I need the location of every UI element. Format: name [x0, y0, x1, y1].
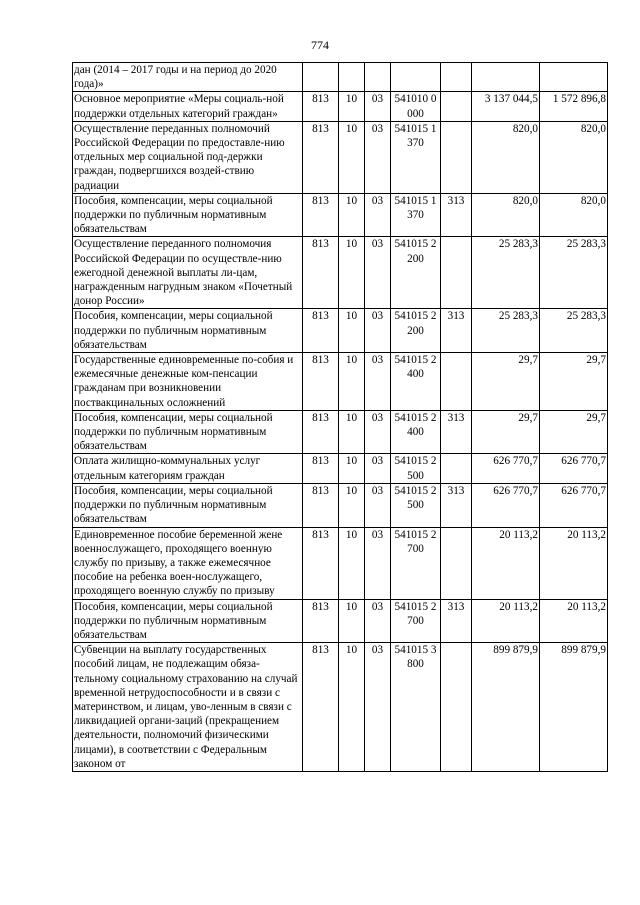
row-csr-cell: 541015 1370 [391, 193, 441, 237]
row-name-cell: Единовременное пособие беременной жене военнослужащего, проходящего военную службу по призыву, а также ежемесячное пособие на ребенка воен-нослужащего, проходящего военную службу по призыву [73, 527, 303, 599]
row-rz-cell: 10 [339, 410, 365, 454]
row-rz-cell: 10 [339, 121, 365, 193]
row-vr-cell [441, 353, 472, 411]
row-pr-cell: 03 [365, 237, 391, 309]
table-row [73, 599, 608, 643]
row-name-cell: Основное мероприятие «Меры социаль-ной поддержки отдельных категорий граждан» [73, 92, 303, 121]
row-vr-cell: 313 [441, 483, 472, 527]
row-pr-cell: 03 [365, 599, 391, 643]
row-pr-cell: 03 [365, 353, 391, 411]
row-gr-cell: 813 [303, 193, 339, 237]
row-gr-cell: 813 [303, 483, 339, 527]
row-vr-cell: 313 [441, 410, 472, 454]
row-sum1-cell: 899 879,9 [472, 643, 540, 772]
row-sum2-cell: 820,0 [540, 193, 608, 237]
row-csr-cell: 541015 2400 [391, 410, 441, 454]
row-gr-cell: 813 [303, 410, 339, 454]
row-csr-cell: 541015 2400 [391, 353, 441, 411]
row-name-cell: Осуществление переданного полномочия Российской Федерации по осуществле-нию ежегодной денежной выплаты ли-цам, награжденным нагрудным знаком «Почетный донор России» [73, 237, 303, 309]
row-sum1-cell: 3 137 044,5 [472, 92, 540, 121]
table-row [73, 353, 608, 411]
row-sum1-cell: 29,7 [472, 353, 540, 411]
row-sum2-cell: 1 572 896,8 [540, 92, 608, 121]
row-pr-cell: 03 [365, 193, 391, 237]
row-sum1-cell: 29,7 [472, 410, 540, 454]
row-sum2-cell: 25 283,3 [540, 309, 608, 353]
row-sum1-cell: 626 770,7 [472, 483, 540, 527]
row-pr-cell: 03 [365, 121, 391, 193]
table-row [73, 410, 608, 454]
row-sum2-cell: 820,0 [540, 121, 608, 193]
row-gr-cell: 813 [303, 353, 339, 411]
row-csr-cell: 541015 2200 [391, 237, 441, 309]
row-gr-cell: 813 [303, 121, 339, 193]
row-pr-cell [365, 63, 391, 92]
row-gr-cell: 813 [303, 237, 339, 309]
row-csr-cell: 541015 3800 [391, 643, 441, 772]
row-csr-cell: 541015 2200 [391, 309, 441, 353]
row-pr-cell: 03 [365, 410, 391, 454]
row-sum1-cell: 25 283,3 [472, 309, 540, 353]
row-gr-cell: 813 [303, 309, 339, 353]
row-vr-cell [441, 643, 472, 772]
row-gr-cell: 813 [303, 527, 339, 599]
row-pr-cell: 03 [365, 309, 391, 353]
row-gr-cell [303, 63, 339, 92]
row-name-cell: Оплата жилищно-коммунальных услуг отдельным категориям граждан [73, 454, 303, 483]
row-rz-cell: 10 [339, 353, 365, 411]
row-vr-cell [441, 527, 472, 599]
row-sum1-cell [472, 63, 540, 92]
row-name-cell: Пособия, компенсации, меры социальной поддержки по публичным нормативным обязательствам [73, 193, 303, 237]
row-sum2-cell: 626 770,7 [540, 483, 608, 527]
row-sum2-cell: 626 770,7 [540, 454, 608, 483]
row-name-cell: дан (2014 – 2017 годы и на период до 2020 года)» [73, 63, 303, 92]
page-number: 774 [311, 38, 329, 52]
row-sum1-cell: 820,0 [472, 193, 540, 237]
row-vr-cell [441, 92, 472, 121]
row-name-cell: Пособия, компенсации, меры социальной поддержки по публичным нормативным обязательствам [73, 599, 303, 643]
row-gr-cell: 813 [303, 92, 339, 121]
table-row [73, 237, 608, 309]
table-row [73, 63, 608, 92]
row-sum2-cell: 29,7 [540, 353, 608, 411]
row-sum2-cell: 20 113,2 [540, 527, 608, 599]
row-rz-cell: 10 [339, 643, 365, 772]
table-row [73, 92, 608, 121]
row-rz-cell: 10 [339, 309, 365, 353]
row-vr-cell [441, 237, 472, 309]
row-name-cell: Субвенции на выплату государственных пособий лицам, не подлежащим обяза-тельному социальному страхованию на случай временной нетрудоспособности и в связи с материнством, и лицам, уво-ленным в связи с ликвидацией органи-заций (прекращением деятельности, полномочий физическими лицами), в соответствии с Федеральным законом от [73, 643, 303, 772]
row-name-cell: Государственные единовременные по-собия и ежемесячные денежные ком-пенсации гражданам при возникновении поствакцинальных осложнений [73, 353, 303, 411]
row-csr-cell: 541015 2700 [391, 599, 441, 643]
row-gr-cell: 813 [303, 454, 339, 483]
row-csr-cell: 541015 1370 [391, 121, 441, 193]
row-vr-cell: 313 [441, 193, 472, 237]
row-rz-cell: 10 [339, 599, 365, 643]
row-pr-cell: 03 [365, 483, 391, 527]
table-row [73, 121, 608, 193]
row-rz-cell [339, 63, 365, 92]
row-name-cell: Пособия, компенсации, меры социальной поддержки по публичным нормативным обязательствам [73, 309, 303, 353]
budget-table [72, 62, 608, 772]
row-sum1-cell: 20 113,2 [472, 599, 540, 643]
row-gr-cell: 813 [303, 643, 339, 772]
row-vr-cell [441, 121, 472, 193]
row-sum1-cell: 820,0 [472, 121, 540, 193]
row-sum2-cell: 899 879,9 [540, 643, 608, 772]
row-rz-cell: 10 [339, 193, 365, 237]
row-name-cell: Осуществление переданных полномочий Российской Федерации по предоставле-нию отдельных мер социальной под-держки граждан, подвергшихся воздей-ствию радиации [73, 121, 303, 193]
row-rz-cell: 10 [339, 92, 365, 121]
row-csr-cell: 541015 2500 [391, 454, 441, 483]
row-rz-cell: 10 [339, 527, 365, 599]
row-vr-cell [441, 454, 472, 483]
row-rz-cell: 10 [339, 454, 365, 483]
table-row [73, 643, 608, 772]
row-pr-cell: 03 [365, 454, 391, 483]
row-rz-cell: 10 [339, 483, 365, 527]
row-sum2-cell [540, 63, 608, 92]
table-row [73, 527, 608, 599]
row-sum1-cell: 25 283,3 [472, 237, 540, 309]
row-sum1-cell: 20 113,2 [472, 527, 540, 599]
row-sum1-cell: 626 770,7 [472, 454, 540, 483]
row-vr-cell [441, 63, 472, 92]
row-csr-cell [391, 63, 441, 92]
table-row [73, 309, 608, 353]
row-sum2-cell: 25 283,3 [540, 237, 608, 309]
row-name-cell: Пособия, компенсации, меры социальной поддержки по публичным нормативным обязательствам [73, 410, 303, 454]
row-csr-cell: 541015 2500 [391, 483, 441, 527]
row-pr-cell: 03 [365, 92, 391, 121]
row-sum2-cell: 20 113,2 [540, 599, 608, 643]
row-pr-cell: 03 [365, 643, 391, 772]
row-csr-cell: 541010 0000 [391, 92, 441, 121]
table-row [73, 454, 608, 483]
row-pr-cell: 03 [365, 527, 391, 599]
row-vr-cell: 313 [441, 599, 472, 643]
table-row [73, 193, 608, 237]
row-csr-cell: 541015 2700 [391, 527, 441, 599]
table-row [73, 483, 608, 527]
row-name-cell: Пособия, компенсации, меры социальной поддержки по публичным нормативным обязательствам [73, 483, 303, 527]
row-gr-cell: 813 [303, 599, 339, 643]
row-sum2-cell: 29,7 [540, 410, 608, 454]
row-rz-cell: 10 [339, 237, 365, 309]
row-vr-cell: 313 [441, 309, 472, 353]
